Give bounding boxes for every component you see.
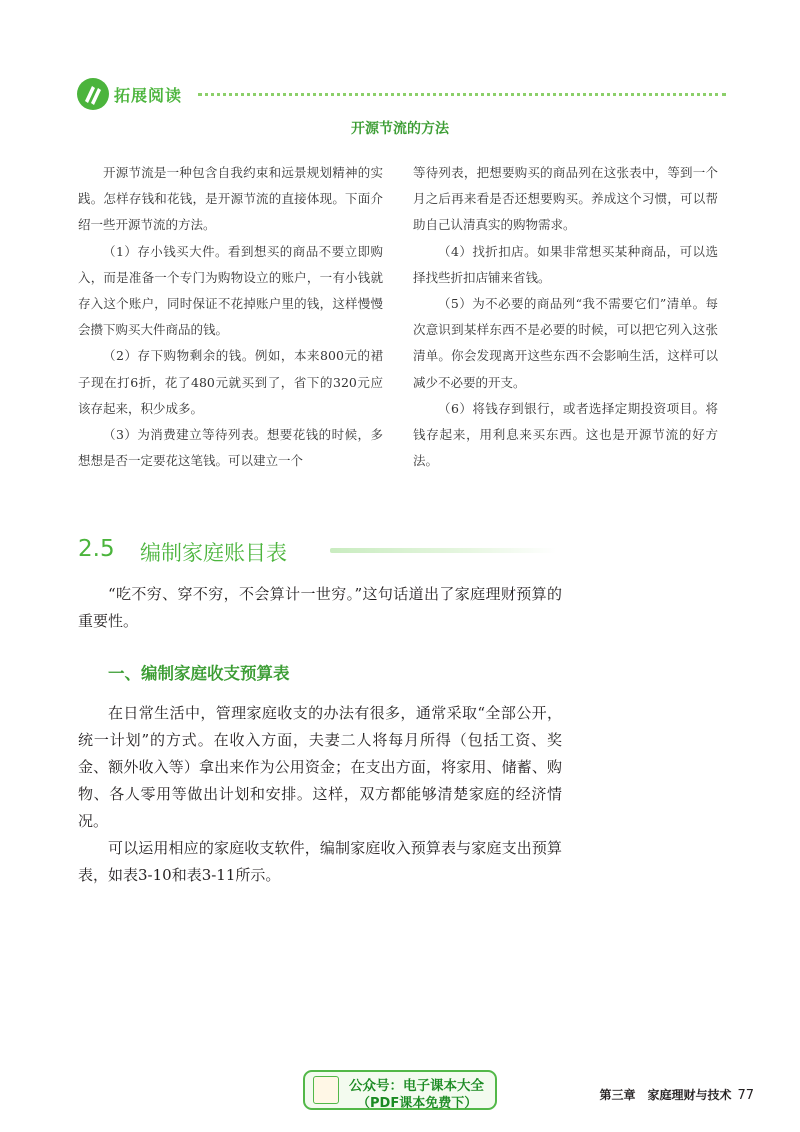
chapter-label: 第三章 家庭理财与技术 [599,1088,732,1102]
reading-paragraph: （2）存下购物剩余的钱。例如，本来800元的裙子现在打6折，花了480元就买到了，省下的320元应该存起来，积少成多。 [78,348,383,416]
reading-paragraph: （3）为消费建立等待列表。想要花钱的时候，多想想是否一定要花这笔钱。可以建立一个 [78,427,383,469]
page-footer [599,1086,754,1103]
section-body [78,700,562,889]
dotted-divider [198,93,726,96]
reading-right-column [413,160,718,474]
reading-paragraph: （4）找折扣店。如果非常想买某种商品，可以选择找些折扣店铺来省钱。 [413,243,718,285]
subsection-title: 一、编制家庭收支预算表 [108,664,290,683]
reading-left-column [78,160,383,474]
intro-paragraph: “吃不穷、穿不穷，不会算计一世穷。”这句话道出了家庭理财预算的重要性。 [78,585,562,630]
section-intro [78,581,562,635]
reading-paragraph: 开源节流是一种包含自我约束和远景规划精神的实践。怎样存钱和花钱，是开源节流的直接体现。下面介绍一些开源节流的方法。 [78,165,383,233]
textbook-icon [313,1076,339,1104]
reading-paragraph-continued: 等待列表，把想要购买的商品列在这张表中，等到一个月之后再来看是否还想要购买。养成这个习惯，可以帮助自己认清真实的购物需求。 [413,165,718,233]
body-paragraph: 可以运用相应的家庭收支软件，编制家庭收入预算表与家庭支出预算表，如表3-10和表3-11所示。 [78,839,562,884]
reading-title: 开源节流的方法 [351,121,449,137]
section-heading [78,534,558,570]
watermark-badge [303,1070,497,1110]
reading-paragraph: （1）存小钱买大件。看到想买的商品不要立即购入，而是准备一个专门为购物设立的账户，一有小钱就存入这个账户，同时保证不花掉账户里的钱，这样慢慢会攒下购买大件商品的钱。 [78,243,383,338]
section-title-bar [330,548,556,553]
extended-reading-label: 拓展阅读 [114,86,183,105]
section-number: 2.5 [78,536,115,562]
page-number: 77 [737,1088,754,1103]
leaf-book-icon [76,77,110,111]
reading-paragraph: （6）将钱存到银行，或者选择定期投资项目。将钱存起来，用利息来买东西。这也是开源节流的好方法。 [413,400,718,469]
body-paragraph: 在日常生活中，管理家庭收支的办法有很多，通常采取“全部公开，统一计划”的方式。在收入方面，夫妻二人将每月所得（包括工资、奖金、额外收入等）拿出来作为公用资金；在支出方面，将家用、储蓄、购物、各人零用等做出计划和安排。这样，双方都能够清楚家庭的经济情况。 [78,704,562,830]
section-title: 编制家庭账目表 [140,541,287,565]
reading-paragraph: （5）为不必要的商品列“我不需要它们”清单。每次意识到某样东西不是必要的时候，可以把它列入这张清单。你会发现离开这些东西不会影响生活，这样可以减少不必要的开支。 [413,296,718,390]
watermark-line1: 公众号：电子课本大全 [349,1078,484,1094]
extended-reading-header [76,77,726,113]
watermark-line2: （PDF课本免费下） [357,1096,478,1111]
